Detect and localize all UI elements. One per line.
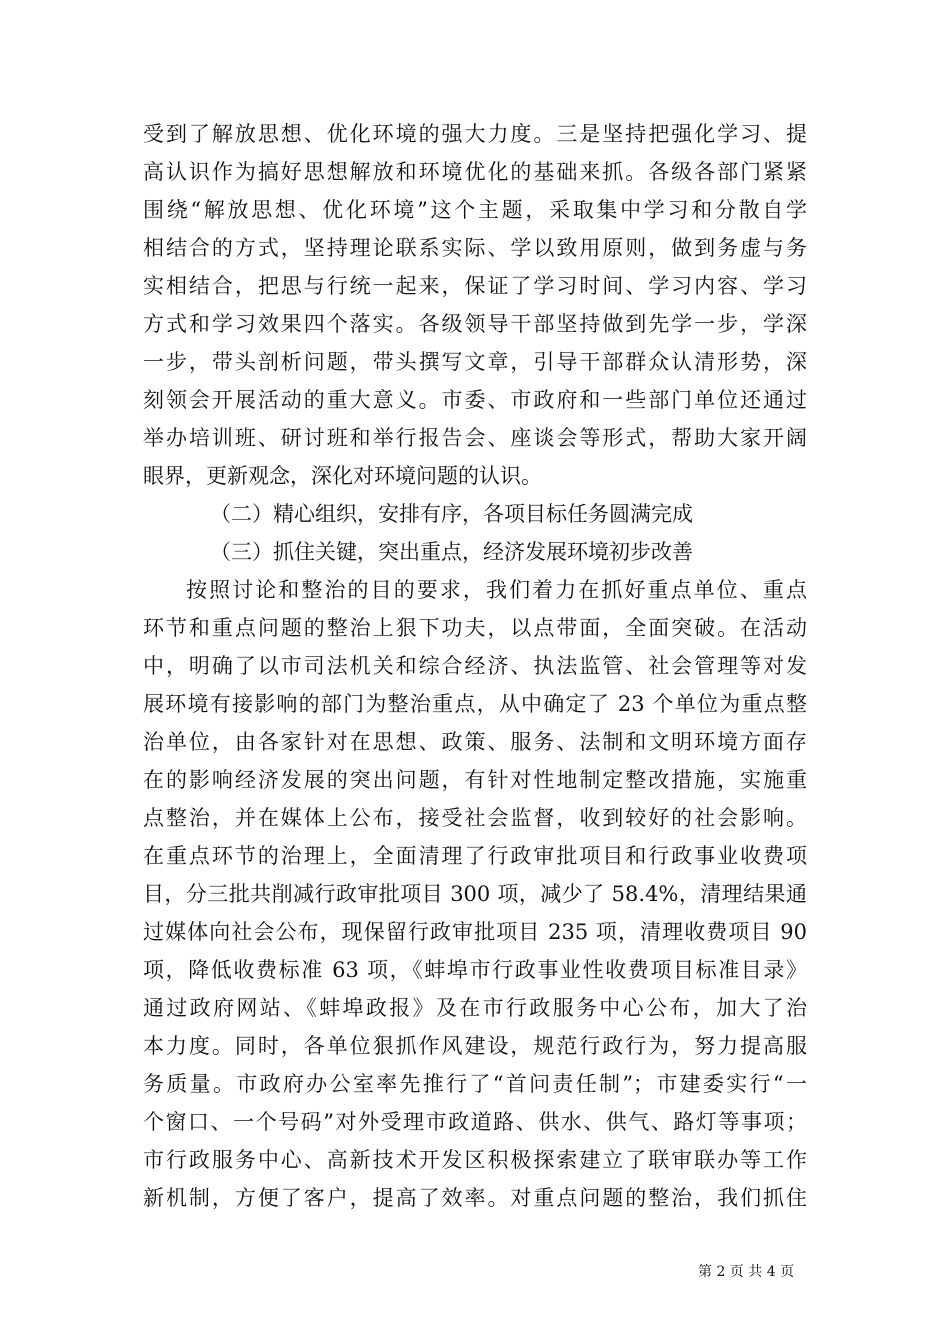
body-line: 环节和重点问题的整治上狠下功夫，以点带面，全面突破。在活动 xyxy=(143,616,807,640)
body-line: 项，降低收费标准 63 项，《蚌埠市行政事业性收费项目标准目录》 xyxy=(143,958,807,982)
body-line: 高认识作为搞好思想解放和环境优化的基础来抓。各级各部门紧紧 xyxy=(143,160,807,184)
body-line: 刻领会开展活动的重大意义。市委、市政府和一些部门单位还通过 xyxy=(143,388,807,412)
body-line: 在重点环节的治理上，全面清理了行政审批项目和行政事业收费项 xyxy=(143,844,807,868)
body-line: 相结合的方式，坚持理论联系实际、学以致用原则，做到务虚与务 xyxy=(143,236,807,260)
body-line: 过媒体向社会公布，现保留行政审批项目 235 项，清理收费项目 90 xyxy=(143,920,807,944)
body-line: 受到了解放思想、优化环境的强大力度。三是坚持把强化学习、提 xyxy=(143,122,807,146)
body-line: 市行政服务中心、高新技术开发区积极探索建立了联审联办等工作 xyxy=(143,1148,807,1172)
body-line: 个窗口、一个号码”对外受理市政道路、供水、供气、路灯等事项； xyxy=(143,1110,807,1134)
body-line: 中，明确了以市司法机关和综合经济、执法监管、社会管理等对发 xyxy=(143,654,807,678)
body-line: 新机制，方便了客户，提高了效率。对重点问题的整治，我们抓住 xyxy=(143,1186,807,1210)
section-heading: （二）精心组织，安排有序，各项目标任务圆满完成 xyxy=(210,502,693,526)
body-line: 通过政府网站、《蚌埠政报》及在市行政服务中心公布，加大了治 xyxy=(143,996,807,1020)
body-line: 方式和学习效果四个落实。各级领导干部坚持做到先学一步，学深 xyxy=(143,312,807,336)
body-line: 按照讨论和整治的目的要求，我们着力在抓好重点单位、重点 xyxy=(186,578,807,602)
body-line: 务质量。市政府办公室率先推行了“首问责任制”；市建委实行“一 xyxy=(143,1072,807,1096)
page-number: 第 2 页 共 4 页 xyxy=(698,1264,795,1280)
body-line: 在的影响经济发展的突出问题，有针对性地制定整改措施，实施重 xyxy=(143,768,807,792)
body-line: 实相结合，把思与行统一起来，保证了学习时间、学习内容、学习 xyxy=(143,274,807,298)
section-heading: （三）抓住关键，突出重点，经济发展环境初步改善 xyxy=(210,540,693,564)
body-line: 本力度。同时，各单位狠抓作风建设，规范行政行为，努力提高服 xyxy=(143,1034,807,1058)
body-line: 展环境有接影响的部门为整治重点，从中确定了 23 个单位为重点整 xyxy=(143,692,807,716)
body-line: 眼界，更新观念，深化对环境问题的认识。 xyxy=(143,464,542,488)
body-line: 目，分三批共削减行政审批项目 300 项，减少了 58.4%，清理结果通 xyxy=(143,882,807,906)
body-line: 一步，带头剖析问题，带头撰写文章，引导干部群众认清形势，深 xyxy=(143,350,807,374)
body-line: 治单位，由各家针对在思想、政策、服务、法制和文明环境方面存 xyxy=(143,730,807,754)
body-line: 举办培训班、研讨班和举行报告会、座谈会等形式，帮助大家开阔 xyxy=(143,426,807,450)
body-line: 围绕“解放思想、优化环境”这个主题，采取集中学习和分散自学 xyxy=(143,198,807,222)
body-line: 点整治，并在媒体上公布，接受社会监督，收到较好的社会影响。 xyxy=(143,806,807,830)
